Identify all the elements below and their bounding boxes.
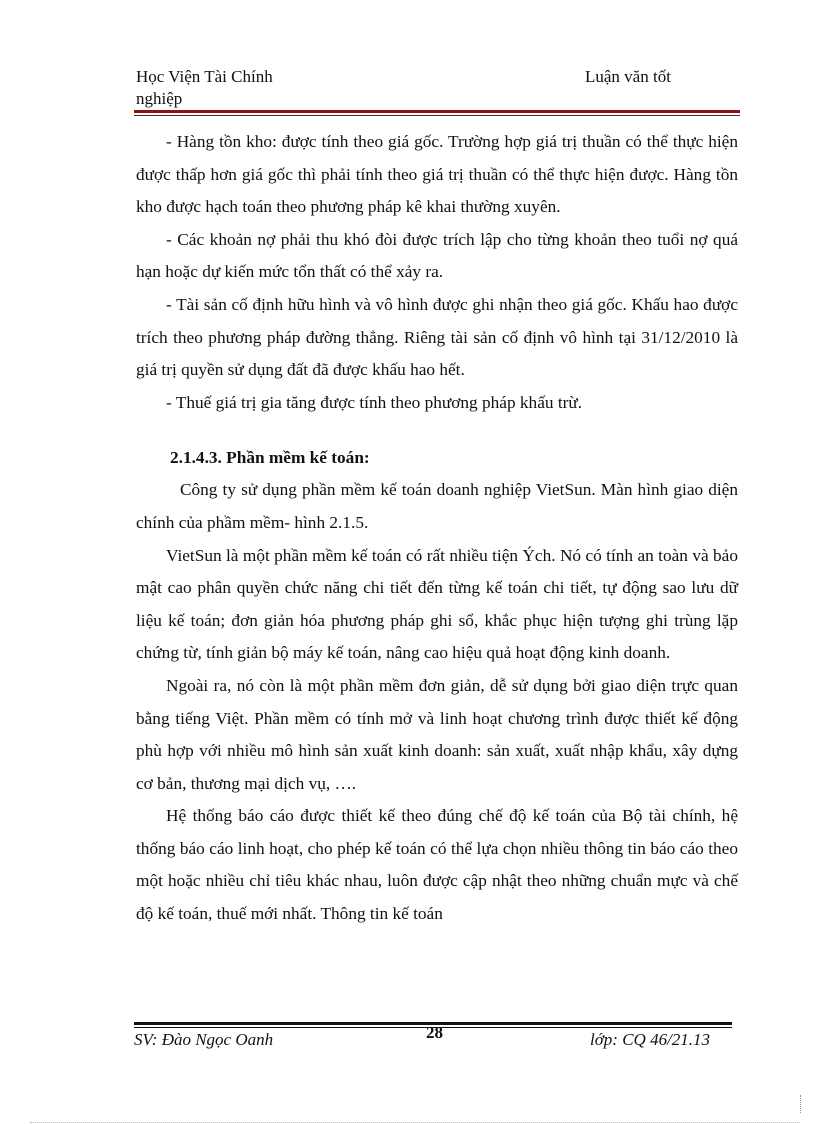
header-rule bbox=[134, 110, 740, 113]
paragraph-receivables: - Các khoản nợ phải thu khó đòi được trích lập cho từng khoản theo tuổi nợ quá hạn hoặc dự kiến mức tổn thất có thể xảy ra. bbox=[136, 229, 738, 282]
footer-class: lớp: CQ 46/21.13 bbox=[590, 1030, 711, 1049]
paragraph-vat: - Thuế giá trị gia tăng được tính theo phương pháp khấu trừ. bbox=[166, 392, 583, 412]
paragraph-inventory: - Hàng tồn kho: được tính theo giá gốc. Trường hợp giá trị thuần có thể thực hiện được thấp hơn giá gốc thì phải tính theo giá trị thuần có thể thực hiện được. Hàng tồn kho được hạch toán theo phương pháp kê khai thường xuyên. bbox=[136, 132, 738, 217]
paragraph-software-intro: Công ty sử dụng phần mềm kế toán doanh nghiệp VietSun. Màn hình giao diện chính của phầm mềm- hình 2.1.5. bbox=[136, 480, 738, 532]
paragraph-fixed-assets: - Tài sản cố định hữu hình và vô hình được ghi nhận theo giá gốc. Khấu hao được trích theo phương pháp đường thẳng. Riêng tài sản cố định vô hình tại 31/12/2010 là giá trị quyền sử dụng đất đã được khấu hao hết. bbox=[136, 294, 738, 380]
header-institution bbox=[136, 66, 273, 110]
page-corner-mark bbox=[800, 1095, 802, 1113]
document-body bbox=[136, 126, 738, 931]
header-doc-type: Luận văn tốt bbox=[585, 67, 671, 86]
footer-student-name: SV: Đào Ngọc Oanh bbox=[134, 1030, 274, 1049]
header-rule-thin bbox=[134, 115, 740, 116]
section-heading: 2.1.4.3. Phần mềm kế toán: bbox=[170, 448, 370, 468]
paragraph-reporting-system: Hệ thống báo cáo được thiết kế theo đúng chế độ kế toán của Bộ tài chính, hệ thống báo cáo linh hoạt, cho phép kế toán có thể lựa chọn nhiều thông tin báo cáo theo một hoặc nhiều chỉ tiêu khác nhau, luôn được cập nhật theo những chuẩn mực và chế độ kế toán, thuế mới nhất. Thông tin kế toán bbox=[136, 806, 738, 924]
page-number: 28 bbox=[426, 1023, 443, 1042]
header-left-line1: Học Viện Tài Chính bbox=[136, 67, 273, 86]
header-left-line2: nghiệp bbox=[136, 89, 183, 108]
paragraph-vietsun-features: VietSun là một phần mềm kế toán có rất nhiều tiện Ých. Nó có tính an toàn và bảo mật cao phân quyền chức năng chi tiết đến từng kế toán chi tiết, tự động sao lưu dữ liệu kế toán; đơn giản hóa phương pháp ghi sổ, khắc phục hiện tượng ghi trùng lặp chứng từ, tính giản bộ máy kế toán, nâng cao hiệu quả hoạt động kinh doanh. bbox=[136, 545, 738, 663]
paragraph-vietsun-usability: Ngoài ra, nó còn là một phần mềm đơn giản, dễ sử dụng bởi giao diện trực quan bằng tiếng Việt. Phần mềm có tính mở và linh hoạt chương trình được thiết kế động phù hợp với nhiều mô hình sản xuất kinh doanh: sản xuất, xuất nhập khẩu, xây dựng cơ bản, thương mại dịch vụ, …. bbox=[136, 675, 738, 793]
